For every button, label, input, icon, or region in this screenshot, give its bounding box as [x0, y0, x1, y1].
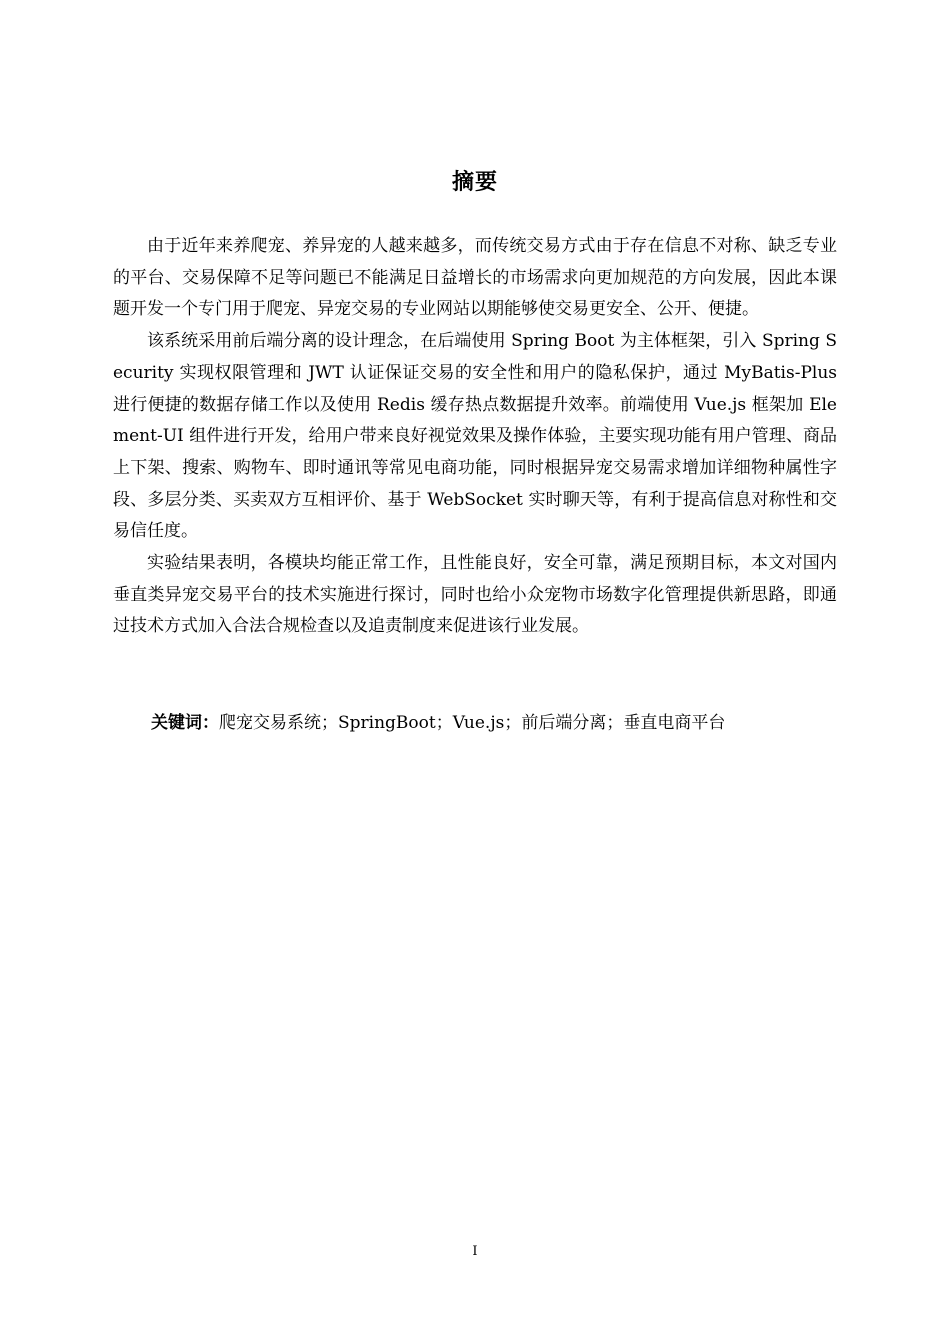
abstract-title: 摘要 [451, 170, 498, 195]
keywords-line [151, 708, 851, 738]
abstract-paragraph-2: 该系统采用前后端分离的设计理念，在后端使用 Spring Boot 为主体框架，引入 Spring Security 实现权限管理和 JWT 认证保证交易的安全性和用户的隐私保护，通过 MyBatis-Plus 进行便捷的数据存储工作以及使用 Redis 缓存热点数据提升效率。前端使用 Vue.js 框架加 Element-UI 组件进行开发，给用户带来良好视觉效果及操作体验，主要实现功能有用户管理、商品上下架、搜索、购物车、即时通讯等常见电商功能，同时根据异宠交易需求增加详细物种属性字段、多层分类、买卖双方互相评价、基于 WebSocket 实时聊天等，有利于提高信息对称性和交易信任度。 [113, 331, 837, 542]
keywords-text: 爬宠交易系统；SpringBoot；Vue.js；前后端分离；垂直电商平台 [219, 713, 726, 733]
abstract-paragraph-1: 由于近年来养爬宠、养异宠的人越来越多，而传统交易方式由于存在信息不对称、缺乏专业的平台、交易保障不足等问题已不能满足日益增长的市场需求向更加规范的方向发展，因此本课题开发一个专门用于爬宠、异宠交易的专业网站以期能够使交易更安全、公开、便捷。 [113, 236, 837, 320]
abstract-paragraph-3: 实验结果表明，各模块均能正常工作，且性能良好，安全可靠，满足预期目标，本文对国内垂直类异宠交易平台的技术实施进行探讨，同时也给小众宠物市场数字化管理提供新思路，即通过技术方式加入合法合规检查以及追责制度来促进该行业发展。 [113, 553, 837, 637]
page-number: I [472, 1244, 478, 1259]
keywords-label: 关键词： [151, 713, 219, 733]
abstract-body [113, 231, 837, 643]
